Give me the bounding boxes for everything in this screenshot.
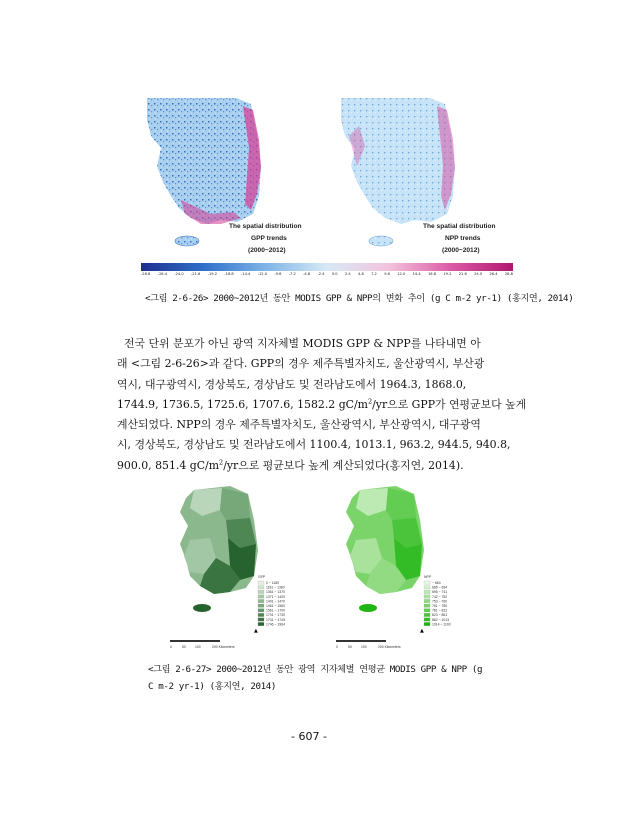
legend-title: GPP	[258, 575, 266, 579]
legend-swatch	[424, 590, 430, 593]
figure1-caption: <그림 2-6-26> 2000~2012년 동안 MODIS GPP & NPP의 변화 추이 (g C m-2 yr-1) (홍지연, 2014)	[145, 293, 574, 304]
colorbar-ticks	[141, 272, 513, 282]
colorbar-tick-label: -2.4	[317, 272, 325, 276]
scale-label: 100	[195, 645, 201, 649]
npp-map-label-line2: NPP trends	[445, 235, 481, 242]
north-arrow-icon: ▲	[254, 628, 258, 634]
legend-label: 0 ~ 1180	[266, 581, 280, 585]
colorbar-tick-label: -24.0	[174, 272, 184, 276]
colorbar-tick-label: 12.0	[397, 272, 406, 276]
legend-swatch	[258, 595, 264, 598]
legend-swatch	[258, 609, 264, 612]
legend-label: 1014 ~ 1100	[432, 622, 451, 627]
legend-label: 1701 ~ 1730	[266, 613, 285, 618]
colorbar-tick-label: -26.4	[157, 272, 167, 276]
gpp-scale-bar	[170, 628, 258, 649]
legend-swatch	[424, 613, 430, 616]
body-line: 시, 경상북도, 경상남도 및 전라남도에서 1100.4, 1013.1, 963.2, 944.5, 940.8,	[117, 438, 511, 452]
colorbar-tick-label: -19.2	[207, 272, 217, 276]
legend-swatch	[258, 581, 264, 584]
legend-swatch	[424, 586, 430, 589]
legend-swatch	[424, 618, 430, 621]
npp-legend	[424, 575, 451, 626]
figure2-caption	[148, 661, 488, 695]
trend-colorbar	[141, 263, 513, 271]
legend-label: 761 ~ 780	[432, 604, 448, 608]
legend-label: 753 ~ 760	[432, 599, 448, 604]
body-line: 계산되었다. NPP의 경우 제주특별자치도, 울산광역시, 부산광역시, 대구광역	[117, 418, 481, 432]
legend-label: 1561 ~ 1700	[266, 608, 285, 613]
figure2-caption-line2: C m-2 yr-1) (홍지연, 2014)	[148, 681, 277, 692]
body-line: 래 <그림 2-6-26>과 같다. GPP의 경우 제주특별자치도, 울산광역시, 부산광	[117, 357, 485, 371]
colorbar-tick-label: -4.8	[303, 272, 311, 276]
legend-swatch	[424, 609, 430, 612]
legend-label: 862 ~ 1013	[432, 617, 450, 622]
body-line: 역시, 대구광역시, 경상북도, 경상남도 및 전라남도에서 1964.3, 1868.0,	[117, 377, 467, 391]
legend-swatch	[424, 622, 430, 625]
colorbar-tick-label: 16.8	[428, 272, 437, 276]
colorbar-tick-label: 14.4	[412, 272, 421, 276]
gpp-legend	[258, 575, 285, 626]
colorbar-tick-label: 9.6	[384, 272, 390, 276]
gpp-map-label-line3: (2000~2012)	[248, 247, 286, 254]
legend-swatch	[424, 604, 430, 607]
colorbar-tick-label: -21.6	[191, 272, 201, 276]
gpp-map-label-line2: GPP trends	[251, 235, 287, 242]
page-number: - 607 -	[291, 730, 327, 743]
legend-label: 823 ~ 861	[432, 613, 448, 618]
legend-label: 1371 ~ 1400	[266, 594, 285, 599]
north-arrow-icon: ▲	[420, 628, 424, 634]
legend-label: 1731 ~ 1745	[266, 617, 285, 622]
legend-swatch	[258, 590, 264, 593]
legend-label: 1361 ~ 1370	[266, 590, 285, 595]
body-line: 1744.9, 1736.5, 1725.6, 1707.6, 1582.2 $gC/m^2/yr$으로 GPP가 연평균보다 높게	[117, 397, 527, 411]
colorbar-tick-label: 19.2	[443, 272, 452, 276]
colorbar-tick-label: 0.0	[331, 272, 338, 276]
legend-swatch	[258, 599, 264, 602]
legend-label: 742 ~ 752	[432, 594, 448, 599]
colorbar-tick-label: 24.0	[474, 272, 483, 276]
scale-label: 0	[170, 645, 172, 649]
scale-label: 50	[182, 645, 186, 649]
figure2-caption-line1: <그림 2-6-27> 2000~2012년 동안 광역 지자체별 연평균 MODIS GPP & NPP (g	[148, 664, 483, 675]
npp-map-label-line1: The spatial distribution	[423, 223, 496, 230]
body-line: 900.0, 851.4 $gC/m^2/yr$으로 평균보다 높게 계산되었다(홍지연, 2014).	[117, 458, 464, 472]
legend-swatch	[258, 586, 264, 589]
legend-swatch	[424, 581, 430, 584]
colorbar-tick-label: 21.6	[458, 272, 467, 276]
colorbar-tick-label: 26.4	[489, 272, 498, 276]
scale-label: 100	[361, 645, 367, 649]
scale-label: 0	[336, 645, 338, 649]
npp-map-label-line3: (2000~2012)	[442, 247, 480, 254]
colorbar-tick-label: -28.8	[141, 272, 151, 276]
legend-label: 1746 ~ 1964	[266, 622, 285, 627]
scale-label: 50	[348, 645, 352, 649]
legend-label: 1181 ~ 1360	[266, 585, 285, 590]
gpp-trend-map	[141, 96, 319, 258]
legend-swatch	[258, 618, 264, 621]
colorbar-tick-label: -14.4	[241, 272, 251, 276]
legend-label: 685 ~ 694	[432, 585, 448, 590]
legend-swatch	[424, 599, 430, 602]
colorbar-tick-label: 7.2	[371, 272, 377, 276]
colorbar-tick-label: -7.2	[288, 272, 296, 276]
colorbar-tick-label: 2.4	[344, 272, 351, 276]
npp-scale-bar	[336, 628, 424, 649]
legend-label: 781 ~ 822	[432, 608, 448, 613]
legend-swatch	[258, 604, 264, 607]
legend-title: NPP	[424, 575, 431, 579]
body-paragraph	[117, 334, 529, 476]
colorbar-tick-label: -12.0	[257, 272, 268, 276]
figure-trend-maps	[141, 96, 513, 266]
scale-label: 200 Kilometers	[378, 645, 401, 649]
legend-label: 1461 ~ 1560	[266, 604, 285, 608]
legend-label: 1401 ~ 1470	[266, 599, 285, 604]
colorbar-tick-label: -9.6	[274, 272, 282, 276]
colorbar-tick-label: 28.8	[504, 272, 513, 276]
body-line: 전국 단위 분포가 아닌 광역 지자체별 MODIS GPP & NPP를 나타내면 아	[123, 337, 481, 350]
legend-swatch	[258, 613, 264, 616]
scale-label: 200 Kilometers	[212, 645, 235, 649]
legend-label: 695 ~ 741	[432, 590, 448, 595]
legend-swatch	[424, 595, 430, 598]
gpp-map-label-line1: The spatial distribution	[229, 223, 302, 230]
gpp-province-map	[170, 486, 285, 649]
colorbar-tick-label: 4.8	[358, 272, 364, 276]
figure-province-maps	[150, 480, 480, 655]
legend-label: ~ 684	[432, 581, 441, 585]
npp-province-map	[336, 486, 451, 649]
npp-trend-map	[335, 96, 513, 258]
legend-swatch	[258, 622, 264, 625]
colorbar-tick-label: -16.8	[224, 272, 234, 276]
